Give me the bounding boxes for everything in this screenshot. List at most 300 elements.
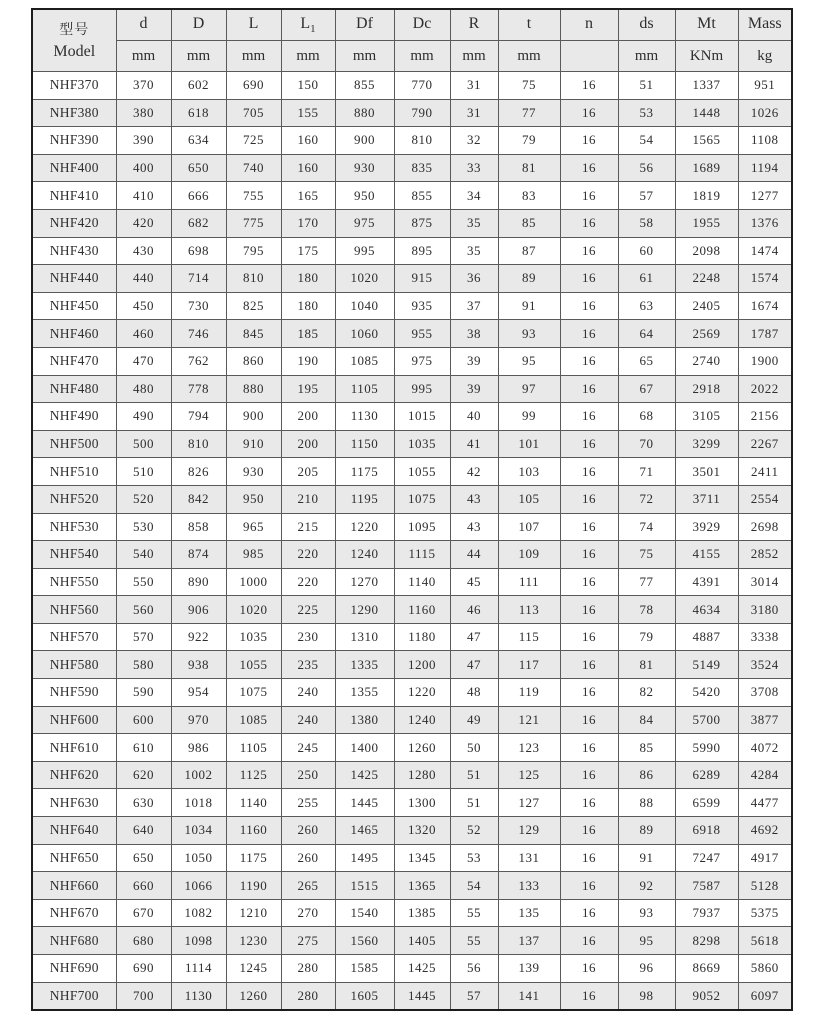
value-cell: 16	[560, 292, 618, 320]
value-cell: 51	[618, 72, 675, 100]
value-cell: 5149	[675, 651, 738, 679]
value-cell: 265	[281, 872, 335, 900]
value-cell: 75	[618, 541, 675, 569]
value-cell: 60	[618, 237, 675, 265]
table-row	[32, 182, 792, 210]
value-cell: 670	[116, 899, 171, 927]
value-cell: 930	[226, 458, 281, 486]
value-cell: 54	[618, 127, 675, 155]
value-cell: 44	[450, 541, 498, 569]
value-cell: 83	[498, 182, 560, 210]
value-cell: 810	[171, 430, 226, 458]
value-cell: 1200	[394, 651, 450, 679]
value-cell: 630	[116, 789, 171, 817]
value-cell: 75	[498, 72, 560, 100]
value-cell: 16	[560, 347, 618, 375]
value-cell: 1018	[171, 789, 226, 817]
value-cell: 900	[226, 403, 281, 431]
value-cell: 1515	[335, 872, 394, 900]
value-cell: 84	[618, 706, 675, 734]
value-cell: 1210	[226, 899, 281, 927]
value-cell: 127	[498, 789, 560, 817]
value-cell: 45	[450, 568, 498, 596]
value-cell: 2405	[675, 292, 738, 320]
value-cell: 39	[450, 347, 498, 375]
table-row	[32, 982, 792, 1010]
value-cell: 1689	[675, 154, 738, 182]
value-cell: 81	[618, 651, 675, 679]
unit-header-L: mm	[226, 41, 281, 72]
value-cell: 57	[450, 982, 498, 1010]
value-cell: 570	[116, 623, 171, 651]
value-cell: 858	[171, 513, 226, 541]
value-cell: 1020	[226, 596, 281, 624]
value-cell: 1035	[226, 623, 281, 651]
value-cell: 9052	[675, 982, 738, 1010]
value-cell: 3929	[675, 513, 738, 541]
table-row	[32, 513, 792, 541]
model-cell: NHF510	[32, 458, 116, 486]
value-cell: 1175	[335, 458, 394, 486]
table-row	[32, 375, 792, 403]
value-cell: 1220	[394, 679, 450, 707]
value-cell: 420	[116, 209, 171, 237]
value-cell: 580	[116, 651, 171, 679]
value-cell: 70	[618, 430, 675, 458]
value-cell: 1465	[335, 817, 394, 845]
value-cell: 1160	[226, 817, 281, 845]
table-row	[32, 899, 792, 927]
column-header-L1: $L_1$	[281, 9, 335, 41]
model-cell: NHF460	[32, 320, 116, 348]
value-cell: 89	[498, 265, 560, 293]
value-cell: 845	[226, 320, 281, 348]
value-cell: 260	[281, 817, 335, 845]
value-cell: 5420	[675, 679, 738, 707]
value-cell: 103	[498, 458, 560, 486]
value-cell: 95	[498, 347, 560, 375]
value-cell: 1337	[675, 72, 738, 100]
model-cell: NHF590	[32, 679, 116, 707]
value-cell: 1425	[394, 955, 450, 983]
value-cell: 1560	[335, 927, 394, 955]
value-cell: 922	[171, 623, 226, 651]
value-cell: 16	[560, 127, 618, 155]
value-cell: 50	[450, 734, 498, 762]
value-cell: 1605	[335, 982, 394, 1010]
value-cell: 16	[560, 182, 618, 210]
value-cell: 995	[394, 375, 450, 403]
model-cell: NHF440	[32, 265, 116, 293]
table-row	[32, 99, 792, 127]
value-cell: 1445	[335, 789, 394, 817]
value-cell: 7587	[675, 872, 738, 900]
table-row	[32, 927, 792, 955]
value-cell: 54	[450, 872, 498, 900]
model-cell: NHF450	[32, 292, 116, 320]
value-cell: 35	[450, 237, 498, 265]
value-cell: 370	[116, 72, 171, 100]
model-cell: NHF700	[32, 982, 116, 1010]
value-cell: 490	[116, 403, 171, 431]
value-cell: 3014	[738, 568, 792, 596]
value-cell: 4155	[675, 541, 738, 569]
model-cell: NHF540	[32, 541, 116, 569]
table-row	[32, 403, 792, 431]
table-row	[32, 320, 792, 348]
value-cell: 1160	[394, 596, 450, 624]
value-cell: 975	[394, 347, 450, 375]
value-cell: 895	[394, 237, 450, 265]
value-cell: 85	[498, 209, 560, 237]
value-cell: 16	[560, 209, 618, 237]
value-cell: 1574	[738, 265, 792, 293]
value-cell: 1230	[226, 927, 281, 955]
value-cell: 1075	[226, 679, 281, 707]
value-cell: 63	[618, 292, 675, 320]
value-cell: 698	[171, 237, 226, 265]
model-header-cn: 型号	[59, 22, 90, 38]
value-cell: 42	[450, 458, 498, 486]
table-row	[32, 237, 792, 265]
value-cell: 99	[498, 403, 560, 431]
value-cell: 16	[560, 458, 618, 486]
model-cell: NHF670	[32, 899, 116, 927]
value-cell: 2569	[675, 320, 738, 348]
value-cell: 16	[560, 955, 618, 983]
value-cell: 746	[171, 320, 226, 348]
value-cell: 995	[335, 237, 394, 265]
value-cell: 3180	[738, 596, 792, 624]
value-cell: 46	[450, 596, 498, 624]
value-cell: 16	[560, 651, 618, 679]
model-cell: NHF640	[32, 817, 116, 845]
value-cell: 1355	[335, 679, 394, 707]
unit-header-Mass: kg	[738, 41, 792, 72]
value-cell: 1040	[335, 292, 394, 320]
value-cell: 1345	[394, 844, 450, 872]
value-cell: 890	[171, 568, 226, 596]
value-cell: 1445	[394, 982, 450, 1010]
value-cell: 6289	[675, 761, 738, 789]
table-row	[32, 596, 792, 624]
value-cell: 230	[281, 623, 335, 651]
value-cell: 91	[498, 292, 560, 320]
unit-header-d: mm	[116, 41, 171, 72]
model-cell: NHF410	[32, 182, 116, 210]
value-cell: 2740	[675, 347, 738, 375]
value-cell: 32	[450, 127, 498, 155]
value-cell: 131	[498, 844, 560, 872]
value-cell: 1400	[335, 734, 394, 762]
value-cell: 109	[498, 541, 560, 569]
model-cell: NHF610	[32, 734, 116, 762]
model-cell: NHF520	[32, 485, 116, 513]
value-cell: 1220	[335, 513, 394, 541]
value-cell: 826	[171, 458, 226, 486]
value-cell: 2098	[675, 237, 738, 265]
value-cell: 16	[560, 541, 618, 569]
value-cell: 5618	[738, 927, 792, 955]
value-cell: 107	[498, 513, 560, 541]
value-cell: 5860	[738, 955, 792, 983]
value-cell: 1376	[738, 209, 792, 237]
value-cell: 970	[171, 706, 226, 734]
value-cell: 400	[116, 154, 171, 182]
model-cell: NHF480	[32, 375, 116, 403]
value-cell: 200	[281, 403, 335, 431]
value-cell: 2267	[738, 430, 792, 458]
value-cell: 4477	[738, 789, 792, 817]
value-cell: 275	[281, 927, 335, 955]
value-cell: 91	[618, 844, 675, 872]
column-header-t: t	[498, 9, 560, 41]
unit-header-n	[560, 41, 618, 72]
value-cell: 2554	[738, 485, 792, 513]
value-cell: 650	[171, 154, 226, 182]
value-cell: 1115	[394, 541, 450, 569]
value-cell: 79	[618, 623, 675, 651]
value-cell: 97	[498, 375, 560, 403]
model-cell: NHF580	[32, 651, 116, 679]
value-cell: 16	[560, 899, 618, 927]
column-header-Df: Df	[335, 9, 394, 41]
value-cell: 280	[281, 982, 335, 1010]
value-cell: 64	[618, 320, 675, 348]
model-cell: NHF550	[32, 568, 116, 596]
value-cell: 1000	[226, 568, 281, 596]
value-cell: 1819	[675, 182, 738, 210]
value-cell: 98	[618, 982, 675, 1010]
value-cell: 16	[560, 320, 618, 348]
value-cell: 6097	[738, 982, 792, 1010]
table-row	[32, 568, 792, 596]
value-cell: 180	[281, 292, 335, 320]
value-cell: 165	[281, 182, 335, 210]
value-cell: 16	[560, 403, 618, 431]
value-cell: 1787	[738, 320, 792, 348]
value-cell: 770	[394, 72, 450, 100]
value-cell: 560	[116, 596, 171, 624]
value-cell: 225	[281, 596, 335, 624]
value-cell: 1035	[394, 430, 450, 458]
value-cell: 16	[560, 430, 618, 458]
value-cell: 1277	[738, 182, 792, 210]
value-cell: 1495	[335, 844, 394, 872]
model-cell: NHF490	[32, 403, 116, 431]
value-cell: 185	[281, 320, 335, 348]
value-cell: 111	[498, 568, 560, 596]
table-row	[32, 651, 792, 679]
column-header-d: d	[116, 9, 171, 41]
value-cell: 41	[450, 430, 498, 458]
value-cell: 1175	[226, 844, 281, 872]
table-row	[32, 761, 792, 789]
value-cell: 1900	[738, 347, 792, 375]
model-cell: NHF420	[32, 209, 116, 237]
table-row	[32, 844, 792, 872]
value-cell: 89	[618, 817, 675, 845]
value-cell: 700	[116, 982, 171, 1010]
unit-header-R: mm	[450, 41, 498, 72]
value-cell: 129	[498, 817, 560, 845]
value-cell: 3338	[738, 623, 792, 651]
value-cell: 1260	[226, 982, 281, 1010]
value-cell: 3708	[738, 679, 792, 707]
value-cell: 1098	[171, 927, 226, 955]
value-cell: 240	[281, 679, 335, 707]
value-cell: 1240	[394, 706, 450, 734]
value-cell: 1585	[335, 955, 394, 983]
value-cell: 4917	[738, 844, 792, 872]
value-cell: 430	[116, 237, 171, 265]
value-cell: 2022	[738, 375, 792, 403]
value-cell: 77	[498, 99, 560, 127]
value-cell: 602	[171, 72, 226, 100]
value-cell: 1195	[335, 485, 394, 513]
value-cell: 4634	[675, 596, 738, 624]
value-cell: 4391	[675, 568, 738, 596]
value-cell: 938	[171, 651, 226, 679]
value-cell: 16	[560, 596, 618, 624]
value-cell: 57	[618, 182, 675, 210]
value-cell: 1385	[394, 899, 450, 927]
value-cell: 650	[116, 844, 171, 872]
value-cell: 2698	[738, 513, 792, 541]
value-cell: 35	[450, 209, 498, 237]
value-cell: 666	[171, 182, 226, 210]
value-cell: 4072	[738, 734, 792, 762]
value-cell: 1260	[394, 734, 450, 762]
value-cell: 1300	[394, 789, 450, 817]
value-cell: 150	[281, 72, 335, 100]
value-cell: 778	[171, 375, 226, 403]
value-cell: 500	[116, 430, 171, 458]
value-cell: 96	[618, 955, 675, 983]
value-cell: 610	[116, 734, 171, 762]
value-cell: 8669	[675, 955, 738, 983]
model-cell: NHF380	[32, 99, 116, 127]
value-cell: 1140	[394, 568, 450, 596]
value-cell: 1026	[738, 99, 792, 127]
value-cell: 835	[394, 154, 450, 182]
value-cell: 705	[226, 99, 281, 127]
value-cell: 1405	[394, 927, 450, 955]
value-cell: 141	[498, 982, 560, 1010]
value-cell: 1034	[171, 817, 226, 845]
value-cell: 4692	[738, 817, 792, 845]
value-cell: 5375	[738, 899, 792, 927]
value-cell: 5700	[675, 706, 738, 734]
value-cell: 16	[560, 265, 618, 293]
value-cell: 67	[618, 375, 675, 403]
value-cell: 123	[498, 734, 560, 762]
model-cell: NHF600	[32, 706, 116, 734]
value-cell: 139	[498, 955, 560, 983]
value-cell: 1114	[171, 955, 226, 983]
value-cell: 16	[560, 513, 618, 541]
value-cell: 950	[226, 485, 281, 513]
value-cell: 874	[171, 541, 226, 569]
value-cell: 1015	[394, 403, 450, 431]
model-cell: NHF400	[32, 154, 116, 182]
table-row	[32, 485, 792, 513]
value-cell: 38	[450, 320, 498, 348]
value-cell: 205	[281, 458, 335, 486]
column-header-Mt: Mt	[675, 9, 738, 41]
value-cell: 4887	[675, 623, 738, 651]
value-cell: 4284	[738, 761, 792, 789]
value-cell: 215	[281, 513, 335, 541]
value-cell: 113	[498, 596, 560, 624]
value-cell: 1130	[171, 982, 226, 1010]
unit-header-Df: mm	[335, 41, 394, 72]
value-cell: 240	[281, 706, 335, 734]
model-cell: NHF390	[32, 127, 116, 155]
value-cell: 880	[335, 99, 394, 127]
model-cell: NHF470	[32, 347, 116, 375]
value-cell: 985	[226, 541, 281, 569]
value-cell: 1474	[738, 237, 792, 265]
model-cell: NHF650	[32, 844, 116, 872]
value-cell: 93	[498, 320, 560, 348]
value-cell: 58	[618, 209, 675, 237]
value-cell: 55	[450, 899, 498, 927]
table-header	[32, 9, 792, 72]
table-row	[32, 706, 792, 734]
value-cell: 16	[560, 761, 618, 789]
table-row	[32, 789, 792, 817]
value-cell: 16	[560, 623, 618, 651]
value-cell: 160	[281, 154, 335, 182]
value-cell: 53	[450, 844, 498, 872]
table-row	[32, 872, 792, 900]
value-cell: 855	[335, 72, 394, 100]
value-cell: 1245	[226, 955, 281, 983]
value-cell: 470	[116, 347, 171, 375]
value-cell: 1085	[226, 706, 281, 734]
value-cell: 88	[618, 789, 675, 817]
model-cell: NHF500	[32, 430, 116, 458]
value-cell: 1425	[335, 761, 394, 789]
value-cell: 5128	[738, 872, 792, 900]
value-cell: 117	[498, 651, 560, 679]
value-cell: 6599	[675, 789, 738, 817]
value-cell: 860	[226, 347, 281, 375]
value-cell: 1060	[335, 320, 394, 348]
value-cell: 1095	[394, 513, 450, 541]
value-cell: 16	[560, 568, 618, 596]
value-cell: 31	[450, 72, 498, 100]
value-cell: 1448	[675, 99, 738, 127]
value-cell: 270	[281, 899, 335, 927]
value-cell: 200	[281, 430, 335, 458]
column-header-R: R	[450, 9, 498, 41]
value-cell: 915	[394, 265, 450, 293]
value-cell: 7937	[675, 899, 738, 927]
model-cell: NHF430	[32, 237, 116, 265]
nhf-coupling-spec-table	[31, 8, 793, 1011]
table-row	[32, 72, 792, 100]
value-cell: 16	[560, 375, 618, 403]
value-cell: 1540	[335, 899, 394, 927]
value-cell: 1365	[394, 872, 450, 900]
value-cell: 634	[171, 127, 226, 155]
table-row	[32, 541, 792, 569]
value-cell: 47	[450, 651, 498, 679]
value-cell: 121	[498, 706, 560, 734]
value-cell: 16	[560, 982, 618, 1010]
